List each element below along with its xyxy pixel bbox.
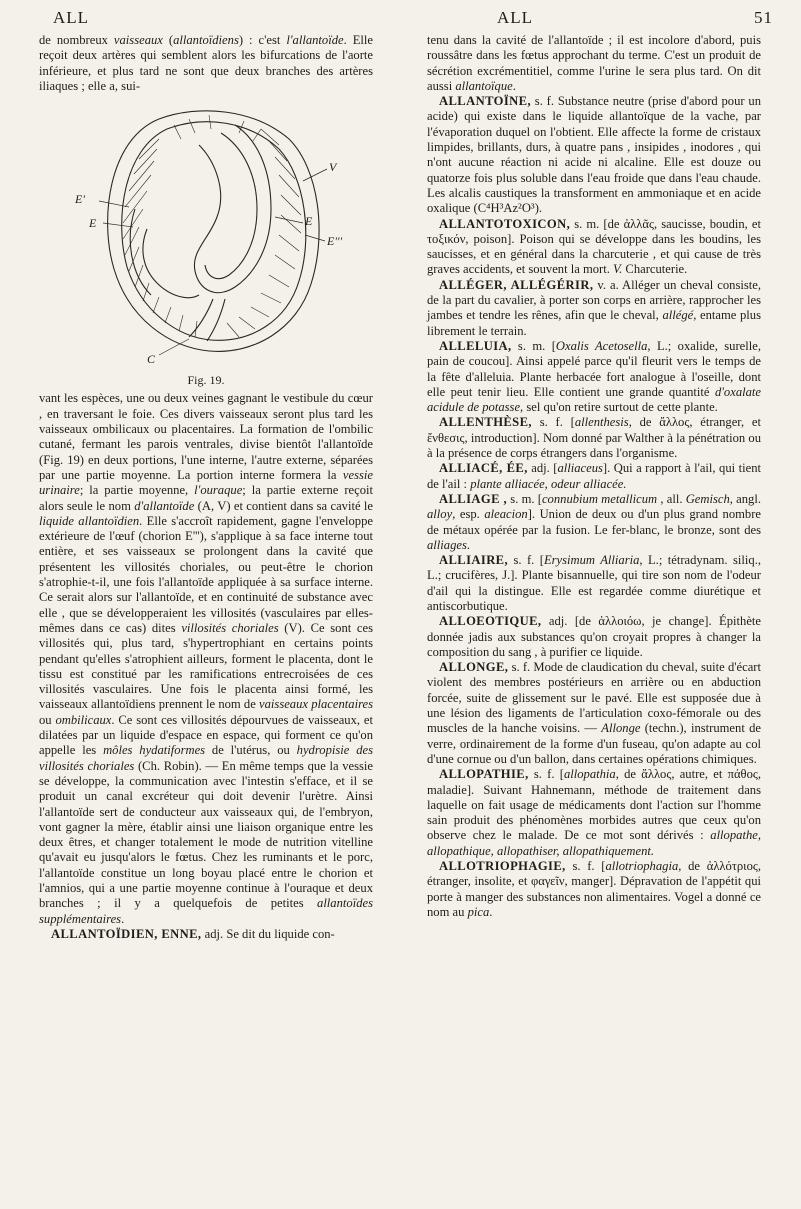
- entry-allantoidien: ALLANTOÏDIEN, ENNE, adj. Se dit du liquide con-: [51, 926, 335, 941]
- label-v: V: [329, 160, 337, 175]
- entry-allopathie: ALLOPATHIE, s. f. [allopathia, de ἄλλος, autre, et πάθος, maladie]. Suivant Hahnemann, méthode de traitement dans laquelle on fait usage de médicaments dont l'action sur l'homme sain produit des phénomènes morbides autres que ceux qu'on observe chez le malade. De ce mot sont dérivés : allopathe, allopathique, allopathiser, allopathiquement.: [427, 767, 762, 858]
- label-e-triple: E''': [327, 234, 343, 249]
- headword: ALLANTOÏDIEN, ENNE,: [51, 926, 202, 941]
- running-head-center: ALL: [497, 8, 534, 27]
- entry-alliage: ALLIAGE , s. m. [connubium metallicum , all. Gemisch, angl. alloy, esp. aleacion]. Union de deux ou d'un plus grand nombre de métaux opérée par la fusion. Le fer-blanc, le bronze, sont des alliages.: [427, 491, 761, 552]
- headword: ALLELUIA,: [439, 338, 512, 353]
- paragraph: tenu dans la cavité de l'allantoïde ; il est incolore d'abord, puis roussâtre dans les fœtus approchant du terme. C'est un produit de sécrétion excrémentitiel, comme l'urine le sera plus tard. On dit aussi allantoïque.: [427, 33, 761, 93]
- label-e-right: E: [305, 214, 313, 229]
- left-column: [39, 33, 373, 942]
- headword: ALLIAIRE,: [439, 553, 509, 568]
- headword: ALLANTOÏNE,: [439, 94, 531, 109]
- paragraph: de nombreux vaisseaux (allantoïdiens) : c'est l'allantoïde. Elle reçoit deux artères qui semblent alors les bifurcations de l'aorte inférieure, et plus tard ne sont que deux branches des artères iliaques ; elle a, sui-: [39, 33, 374, 93]
- embryo-diagram: [39, 99, 373, 369]
- running-head-left: ALL: [53, 8, 90, 27]
- entry-allotriophagie: ALLOTRIOPHAGIE, s. f. [allotriophagia, de ἀλλότριος, étranger, insolite, et φαγεῖν, manger]. Dépravation de l'appétit qui porte à manger des substances non alimentaires. Vogel a donné ce nom au pica.: [427, 859, 761, 919]
- headword: ALLONGE,: [439, 660, 509, 675]
- headword: ALLIAGE ,: [439, 491, 508, 506]
- headword: ALLENTHÈSE,: [439, 415, 532, 430]
- headword: ALLÉGER, ALLÉGÉRIR,: [439, 277, 594, 292]
- headword: ALLOTRIOPHAGIE,: [439, 859, 566, 874]
- right-column: [427, 33, 761, 920]
- headword: ALLOPATHIE,: [439, 767, 529, 782]
- entry-allonge: ALLONGE, s. f. Mode de claudication du cheval, suite d'écart violent des membres postérieurs en arrière ou en abduction forcée, suite de glissement sur le pavé. Elle est supposée due à une lésion des ligaments de l'articulation coxo-fémorale ou des muscles de la hanche voisins. — Allonge (techn.), instrument de verre, ordinairement de la forme d'un fuseau, qu'on adapte au col d'une cornue ou d'un ballon, dans certaines opérations chimiques.: [427, 660, 761, 766]
- headword: ALLANTOTOXICON,: [439, 216, 571, 231]
- entry-alleluia: ALLELUIA, s. m. [Oxalis Acetosella, L.; oxalide, surelle, pain de coucou]. Ainsi appelé parce qu'il fleurit vers le temps de la fête d'alleluia. Plante herbacée fort analogue à l'oseille, dont elle peut tenir lieu. Elle contient une grande quantité d'oxalate acidule de potasse, sel qu'on retire surtout de cette plante.: [427, 338, 761, 415]
- entry-allenthese: ALLENTHÈSE, s. f. [allenthesis, de ἄλλος, étranger, et ἔνθεσις, introduction]. Nom donné par Walther à la pénétration ou à la présence de corps étrangers dans l'organisme.: [427, 415, 761, 461]
- entry-allantoine: ALLANTOÏNE, s. f. Substance neutre (prise d'abord pour un acide) qui existe dans le liquide allantoïque de la vache, par l'évaporation duquel on l'obtient. Elle affecte la forme de cristaux limpides, brillants, durs, à quatre pans , insipides , inodores , qui n'ont aucune réaction ni acide ni alcaline. Elle est douze ou quatorze fois plus soluble dans l'eau froide que dans l'eau chaude. Les alcalis caustiques la transforment en ammoniaque et en acide oxalique (C⁴H³Az²O³).: [427, 94, 761, 216]
- headword: ALLOEOTIQUE,: [439, 614, 542, 629]
- label-e-left: E: [89, 216, 97, 231]
- label-c: C: [147, 352, 156, 367]
- paragraph: vant les espèces, une ou deux veines gagnant le vestibule du cœur , en traversant le foie. Ces divers vaisseaux seront plus tard les vaisseaux ombilicaux ou placentaires. La formation de l'ombilic cutané, fermant les parois ventrales, divise bientôt l'allantoïde (Fig. 19) en deux portions, l'une interne, l'autre externe, séparées par une partie moyenne. La portion interne formera la vessie urinaire; la partie moyenne, l'ouraque; la partie externe reçoit alors seule le nom d'allantoïde (A, V) et contient dans sa cavité le liquide allantoïdien. Elle s'accroît rapidement, gagne l'enveloppe extérieure de l'œuf (chorion E'''), s'applique à sa face interne tout entière, et ses vaisseaux se prolongent dans la cavité que présentent les villosités choriales, ou peut-être le chorion s'atrophie-t-il, une fois l'allantoïde appliquée à sa surface interne. Ce serait alors sur l'allantoïde, et en continuité de substance avec elle , que se développeraient les villosités (vasculaires par elles-mêmes dans ce cas) dites villosités choriales (V). Ce sont ces villosités qui, plus tard, s'hypertrophiant en certains points pendant qu'elles s'atrophient ailleurs, forment le placenta, dont le tissu est constitué par les ramifications entrecroisées de ces villosités vasculaires. Une fois le placenta ainsi formé, les vaisseaux allantoïdiens prennent le nom de vaisseaux placentaires ou ombilicaux. Ce sont ces villosités dépourvues de vaisseaux, et dilatées par un liquide d'espace en espace, qui forment ce qu'on appelle les môles hydatiformes de l'utérus, ou hydropisie des villosités choriales (Ch. Robin). — En même temps que la vessie se développe, la communication avec l'intestin s'efface, et il se produit un canal excréteur qui doit devenir l'urètre. Ainsi l'allantoïde sert de conducteur aux vaisseaux qui, de l'embryon, vont gagner la mère, établir ainsi une liaison organique entre les deux êtres, et changer totalement le mode de nutrition vitelline qu'avait eu jusqu'alors le fœtus. Chez les ruminants et le porc, l'allantoïde constitue un long boyau placé entre le chorion et l'amnios, qui a une partie moyenne continue à l'ouraque et deux branches ; il y a quelquefois de petites allantoïdes supplémentaires.: [39, 391, 373, 926]
- entry-alliace: ALLIACÉ, ÉE, adj. [alliaceus]. Qui a rapport à l'ail, qui tient de l'ail : plante alliacée, odeur alliacée.: [427, 461, 761, 491]
- entry-allantotoxicon: ALLANTOTOXICON, s. m. [de ἀλλᾶς, saucisse, boudin, et τοξικόν, poison]. Poison qui se développe dans les boudins, les saucisses, et en général dans la charcuterie , et qui cause de très graves accidents, et souvent la mort. V. Charcuterie.: [427, 216, 761, 277]
- entry-alloeotique: ALLOEOTIQUE, adj. [de ἀλλοιόω, je change]. Épithète donnée jadis aux substances qu'on croyait propres à changer la composition du sang , à purifier ce liquide.: [427, 614, 761, 659]
- allantois-figure: [39, 99, 373, 369]
- entry-alliaire: ALLIAIRE, s. f. [Erysimum Alliaria, L.; tétradynam. siliq., L.; crucifères, J.]. Plante bisannuelle, qui tire son nom de l'odeur d'ail qui la distingue. Elle est regardée comme diurétique et antiscorbutique.: [427, 553, 761, 613]
- label-e-prime: E': [75, 192, 85, 207]
- page-number: 51: [754, 8, 773, 27]
- headword: ALLIACÉ, ÉE,: [439, 461, 528, 476]
- entry-alleger: ALLÉGER, ALLÉGÉRIR, v. a. Alléger un cheval consiste, de la part du cavalier, à porter son corps en arrière, rapprocher les jambes et tendre les rênes, afin que le cheval, allégé, entame plus librement le terrain.: [427, 277, 761, 338]
- figure-caption: Fig. 19.: [187, 373, 225, 388]
